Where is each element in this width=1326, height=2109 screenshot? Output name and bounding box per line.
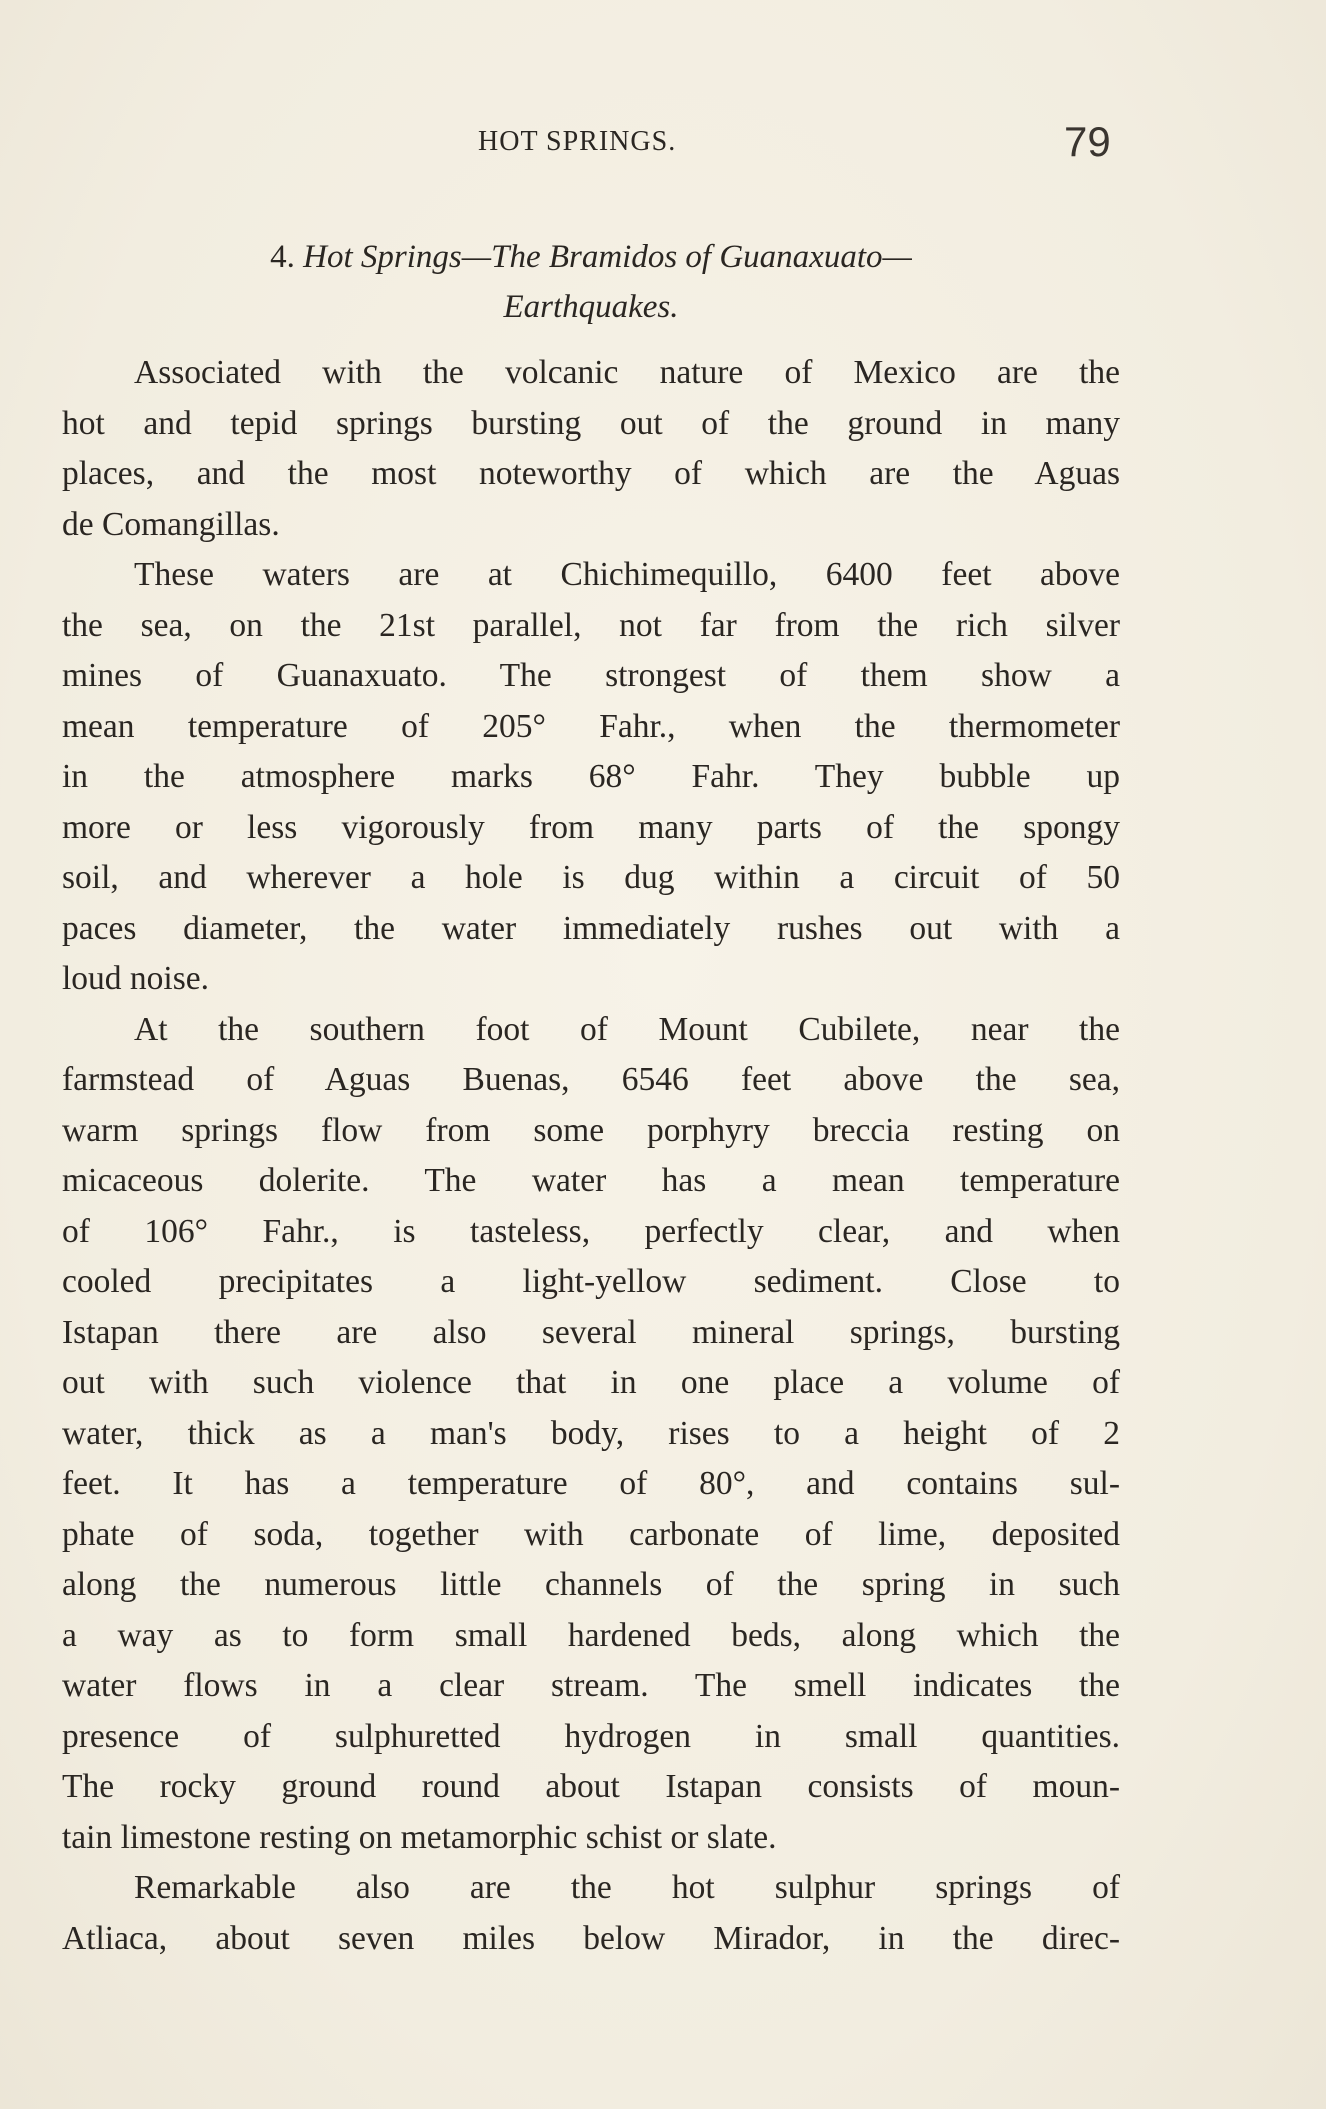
text-line: mean temperature of 205° Fahr., when the thermometer: [62, 707, 1120, 745]
text-line: water flows in a clear stream. The smell indicates the: [62, 1667, 1120, 1704]
text-line: At the southern foot of Mount Cubilete, near the: [134, 1010, 1120, 1048]
text-line: mines of Guanaxuato. The strongest of them show a: [62, 657, 1120, 694]
text-line: Remarkable also are the hot sulphur springs of: [134, 1869, 1120, 1906]
text-line: along the numerous little channels of the spring in such: [62, 1566, 1120, 1603]
text-line: out with such violence that in one place a volume of: [62, 1364, 1120, 1401]
section-number: 4.: [270, 239, 295, 275]
text-line: loud noise.: [62, 960, 210, 997]
text-line: hot and tepid springs bursting out of the ground in many: [62, 404, 1120, 442]
section-heading: [62, 232, 1120, 332]
text-line: Istapan there are also several mineral springs, bursting: [62, 1313, 1120, 1351]
text-line: Atliaca, about seven miles below Mirador, in the direc-: [62, 1919, 1120, 1957]
text-line: in the atmosphere marks 68° Fahr. They bubble up: [62, 758, 1120, 795]
body-text: [62, 348, 1120, 1964]
text-line: more or less vigorously from many parts of the spongy: [62, 808, 1120, 846]
text-line: presence of sulphuretted hydrogen in small quantities.: [62, 1717, 1120, 1755]
running-head: [0, 118, 1326, 168]
text-line: farmstead of Aguas Buenas, 6546 feet above the sea,: [62, 1061, 1120, 1098]
text-line: phate of soda, together with carbonate of lime, deposited: [62, 1515, 1120, 1553]
text-line: micaceous dolerite. The water has a mean temperature: [62, 1162, 1120, 1199]
text-line: These waters are at Chichimequillo, 6400 feet above: [134, 556, 1120, 593]
text-line: places, and the most noteworthy of which are the Aguas: [62, 455, 1120, 492]
text-line: cooled precipitates a light-yellow sediment. Close to: [62, 1263, 1120, 1300]
section-title-line-2: Earthquakes.: [503, 289, 679, 325]
text-line: feet. It has a temperature of 80°, and contains sul-: [62, 1465, 1120, 1502]
text-line: Associated with the volcanic nature of Mexico are the: [134, 354, 1120, 391]
text-line: warm springs flow from some porphyry breccia resting on: [62, 1111, 1120, 1149]
text-line: the sea, on the 21st parallel, not far from the rich silver: [62, 606, 1120, 644]
text-line: water, thick as a man's body, rises to a height of 2: [62, 1414, 1120, 1452]
section-heading-line-1: [62, 232, 1120, 282]
text-line: paces diameter, the water immediately rushes out with a: [62, 909, 1120, 947]
running-head-title: HOT SPRINGS.: [478, 126, 677, 157]
text-line: tain limestone resting on metamorphic schist or slate.: [62, 1818, 777, 1856]
page-number: 79: [1064, 118, 1111, 165]
text-line: soil, and wherever a hole is dug within a circuit of 50: [62, 859, 1120, 896]
text-line: The rocky ground round about Istapan consists of moun-: [62, 1768, 1120, 1805]
text-line: de Comangillas.: [62, 505, 280, 543]
text-line: of 106° Fahr., is tasteless, perfectly clear, and when: [62, 1212, 1120, 1250]
text-line: a way as to form small hardened beds, along which the: [62, 1616, 1120, 1654]
section-title-line-1: Hot Springs—The Bramidos of Guanaxuato—: [303, 239, 912, 275]
